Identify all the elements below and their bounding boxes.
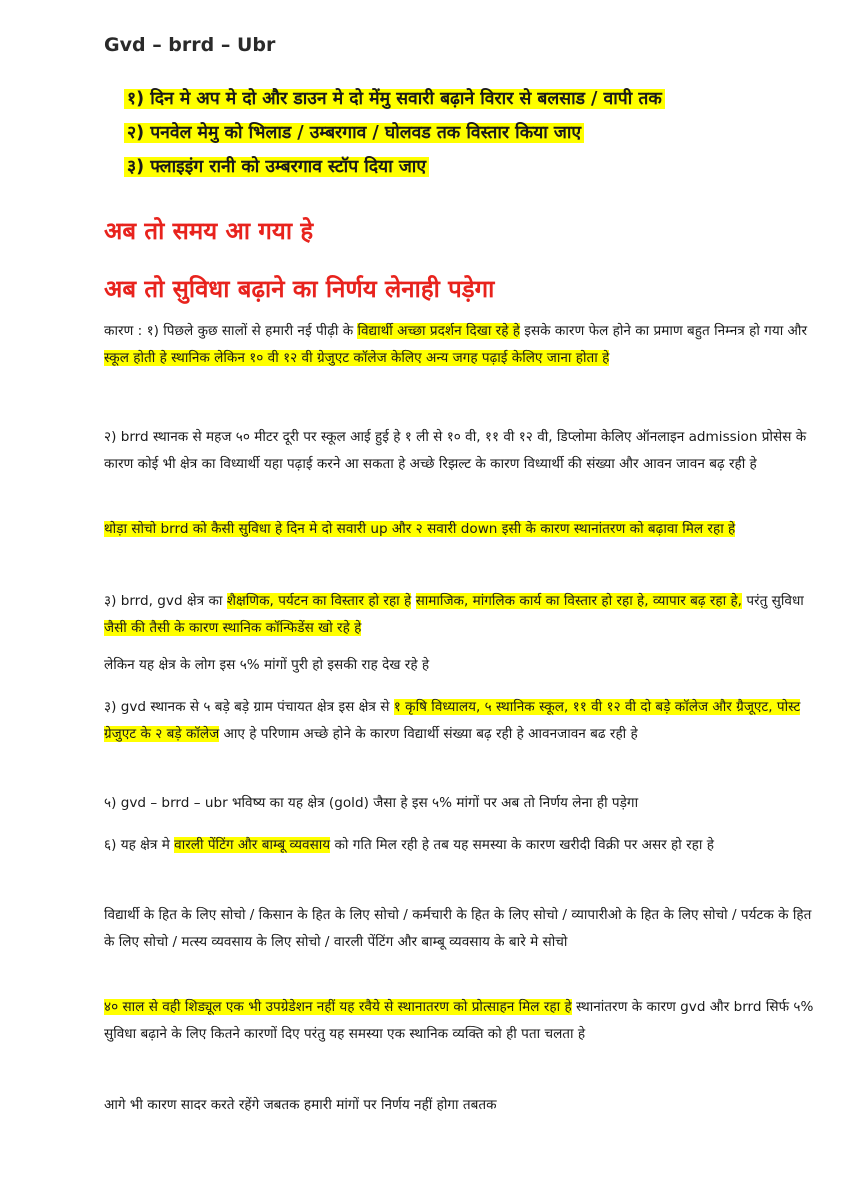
route-title: Gvd – brrd – Ubr <box>104 34 276 56</box>
demands-list <box>124 82 824 184</box>
slogan-time-has-come: अब तो समय आ गया हे <box>104 217 314 245</box>
paragraph-think-brrd: थोड़ा सोचो brrd को कैसी सुविधा हे दिन मे दो सवारी up और २ सवारी down इसी के कारण स्थानांतरण को बढ़ावा मिल रहा हे <box>104 521 736 537</box>
paragraph-reason-5: ५) gvd – brrd – ubr भविष्य का यह क्षेत्र (gold) जैसा हे इस ५% मांगों पर अब तो निर्णय लेना ही पड़ेगा <box>104 795 639 811</box>
slogan-decision-needed: अब तो सुविधा बढ़ाने का निर्णय लेनाही पड़ेगा <box>104 275 495 303</box>
demand-item-2: २) पनवेल मेमु को भिलाड / उम्बरगाव / घोलवड तक विस्तार किया जाए <box>124 116 824 150</box>
paragraph-reason-6: ६) यह क्षेत्र मे वारली पेंटिंग और बाम्बू व्यवसाय को गति मिल रही हे तब यह समस्या के कारण खरीदी विक्री पर असर हो रहा हे <box>104 837 714 853</box>
paragraph-forty-years: ४० साल से वही शिड्यूल एक भी उपग्रेडेशन नहीं यह रवैये से स्थानातरण को प्रोत्साहन मिल रहा हे स्थानांतरण के कारण gvd और brrd सिर्फ ५% सुविधा बढ़ाने के लिए कितने कारणों दिए परंतु यह समस्या एक स्थानिक व्यक्ति को ही पता चलता हे <box>104 999 814 1042</box>
paragraph-reason-3: ३) brrd, gvd क्षेत्र का शैक्षणिक, पर्यटन का विस्तार हो रहा हे सामाजिक, मांगलिक कार्य का विस्तार हो रहा हे, व्यापार बढ़ रहा हे, परंतु सुविधा जैसी की तैसी के कारण स्थानिक कॉन्फिडेंस खो रहे हे <box>104 593 804 636</box>
demand-item-1: १) दिन मे अप मे दो और डाउन मे दो मेंमु सवारी बढ़ाने विरार से बलसाड / वापी तक <box>124 82 824 116</box>
paragraph-waiting: लेकिन यह क्षेत्र के लोग इस ५% मांगों पुरी हो इसकी राह देख रहे हे <box>104 657 430 673</box>
paragraph-closing: आगे भी कारण सादर करते रहेंगे जबतक हमारी मांगों पर निर्णय नहीं होगा तबतक <box>104 1097 497 1113</box>
demand-item-3: ३) फ्लाइइंग रानी को उम्बरगाव स्टॉप दिया जाए <box>124 150 824 184</box>
paragraph-reason-2: २) brrd स्थानक से महज ५० मीटर दूरी पर स्कूल आई हुई हे १ ली से १० वी, ११ वी १२ वी, डिप्लोमा केलिए ऑनलाइन admission प्रोसेस के कारण कोई भी क्षेत्र का विध्यार्थी यहा पढ़ाई करने आ सकता हे अच्छे रिझल्ट के कारण विध्यार्थी की संख्या और आवन जावन बढ़ रही हे <box>104 429 807 472</box>
paragraph-think-interests: विद्यार्थी के हित के लिए सोचो / किसान के हित के लिए सोचो / कर्मचारी के हित के लिए सोचो / व्यापारीओ के हित के लिए सोचो / पर्यटक के हित के लिए सोचो / मत्स्य व्यवसाय के लिए सोचो / वारली पेंटिंग और बाम्बू व्यवसाय के बारे मे सोचो <box>104 907 812 950</box>
paragraph-reason-gvd: ३) gvd स्थानक से ५ बड़े बड़े ग्राम पंचायत क्षेत्र इस क्षेत्र से १ कृषि विध्यालय, ५ स्थानिक स्कूल, ११ वी १२ वी दो बड़े कॉलेज और ग्रैजूएट, पोस्ट ग्रेजुएट के २ बड़े कॉलेज आए हे परिणाम अच्छे होने के कारण विद्यार्थी संख्या बढ़ रही हे आवनजावन बढ रही हे <box>104 699 801 742</box>
paragraph-reason-1: कारण : १) पिछले कुछ सालों से हमारी नई पीढ़ी के विद्यार्थी अच्छा प्रदर्शन दिखा रहे हे इसके कारण फेल होने का प्रमाण बहुत निम्नत्र हो गया और स्कूल होती हे स्थानिक लेकिन १० वी १२ वी ग्रेजुएट कॉलेज केलिए अन्य जगह पढ़ाई केलिए जाना होता हे <box>104 323 808 366</box>
